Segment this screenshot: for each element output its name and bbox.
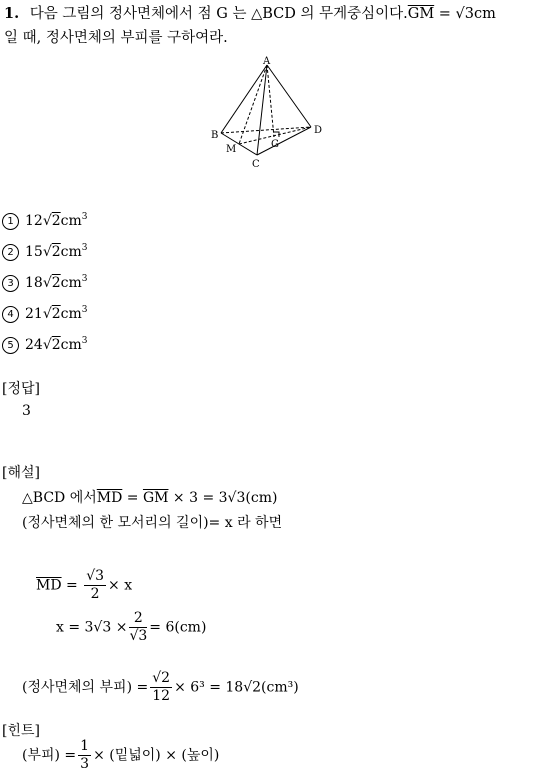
hint-text: (부피) = <box>22 747 77 764</box>
sqrt-icon: √ <box>42 306 52 322</box>
option-coef: 18 <box>25 275 43 291</box>
option-exponent: 3 <box>81 274 88 284</box>
hint-line <box>22 738 219 773</box>
segment-md: $\overline{MD}$ <box>96 490 123 506</box>
numerator: 2 <box>129 610 147 628</box>
explanation-result: × 6³ = 18√2(cm³) <box>174 679 299 696</box>
explanation-line-1 <box>22 487 277 507</box>
option-coef: 12 <box>25 213 43 229</box>
explanation-text: x = 3√3 × <box>56 619 128 636</box>
label-c: C <box>252 159 260 170</box>
option-radicand: 2 <box>51 337 61 353</box>
option-radicand: 2 <box>51 244 61 260</box>
height-ag <box>267 65 274 137</box>
edge-cd <box>257 127 311 155</box>
option-exponent: 3 <box>81 305 88 315</box>
option-5[interactable] <box>2 336 88 354</box>
explanation-text: △BCD 에서 <box>22 490 97 506</box>
explanation-text: (정사면체의 부피) = <box>22 679 149 696</box>
equals: = <box>61 577 83 594</box>
option-coef: 21 <box>25 306 43 322</box>
question-line-2: 일 때, 정사면체의 부피를 구하여라. <box>4 30 228 46</box>
option-exponent: 3 <box>81 336 88 346</box>
equals: = <box>122 490 143 506</box>
sqrt-icon: √ <box>42 275 52 291</box>
edge-ad <box>267 65 311 127</box>
option-unit: cm <box>60 337 82 353</box>
denominator: 3 <box>80 756 90 772</box>
answer-label: [정답] <box>2 381 40 397</box>
option-coef: 15 <box>25 244 43 260</box>
option-exponent: 3 <box>81 212 88 222</box>
question-text: 다음 그림의 정사면체에서 점 G 는 △BCD 의 무게중심이다. <box>29 6 408 22</box>
option-coef: 24 <box>25 337 43 353</box>
option-marker: 4 <box>2 306 19 323</box>
label-b: B <box>211 130 219 141</box>
hint-text: × (밑넓이) × (높이) <box>93 747 220 764</box>
fraction <box>150 670 172 705</box>
question-equation: = √3cm <box>434 6 496 22</box>
sqrt-icon: √ <box>42 213 52 229</box>
option-unit: cm <box>60 213 82 229</box>
fraction <box>78 738 91 773</box>
explanation-line-3 <box>36 568 132 603</box>
segment-gm: $\overline{GM}$ <box>407 6 435 22</box>
explanation-result: × 3 = 3√3(cm) <box>168 490 278 506</box>
sqrt-icon: √ <box>42 337 52 353</box>
sqrt-icon: √ <box>42 244 52 260</box>
numerator: 1 <box>80 738 90 754</box>
option-unit: cm <box>60 275 82 291</box>
segment-gm: $\overline{GM}$ <box>142 490 169 506</box>
edge-ac <box>257 65 267 155</box>
option-marker: 3 <box>2 275 19 292</box>
option-unit: cm <box>60 306 82 322</box>
option-unit: cm <box>60 244 82 260</box>
denominator: 2 <box>90 586 100 602</box>
label-a: A <box>263 56 271 67</box>
fraction <box>84 568 106 603</box>
explanation-result: = 6(cm) <box>149 619 207 636</box>
option-radicand: 2 <box>51 275 61 291</box>
explanation-line-4 <box>56 610 206 645</box>
answer-value: 3 <box>22 403 31 419</box>
explanation-label: [해설] <box>2 465 40 481</box>
option-marker: 5 <box>2 337 19 354</box>
denominator: √3 <box>129 628 148 644</box>
option-1[interactable] <box>2 212 88 230</box>
option-exponent: 3 <box>81 243 88 253</box>
denominator: 12 <box>152 688 171 704</box>
option-3[interactable] <box>2 274 88 292</box>
option-radicand: 2 <box>51 306 61 322</box>
label-g: G <box>271 139 279 150</box>
explanation-line-2: (정사면체의 한 모서리의 길이)= x 라 하면 <box>22 515 283 531</box>
option-4[interactable] <box>2 305 88 323</box>
option-2[interactable] <box>2 243 88 261</box>
numerator: √3 <box>86 568 105 584</box>
hint-label: [힌트] <box>2 723 40 739</box>
explanation-text: × x <box>108 577 133 594</box>
option-marker: 1 <box>2 213 19 230</box>
label-d: D <box>314 125 323 136</box>
fraction <box>129 610 147 645</box>
label-m: M <box>226 144 237 155</box>
question-line-1 <box>4 2 496 23</box>
option-radicand: 2 <box>51 213 61 229</box>
segment-md: $\overline{MD}$ <box>36 577 62 594</box>
tetrahedron-figure <box>205 55 335 170</box>
option-marker: 2 <box>2 244 19 261</box>
question-number: 1. <box>4 5 20 22</box>
numerator: √2 <box>152 670 171 686</box>
explanation-line-5 <box>22 670 299 705</box>
